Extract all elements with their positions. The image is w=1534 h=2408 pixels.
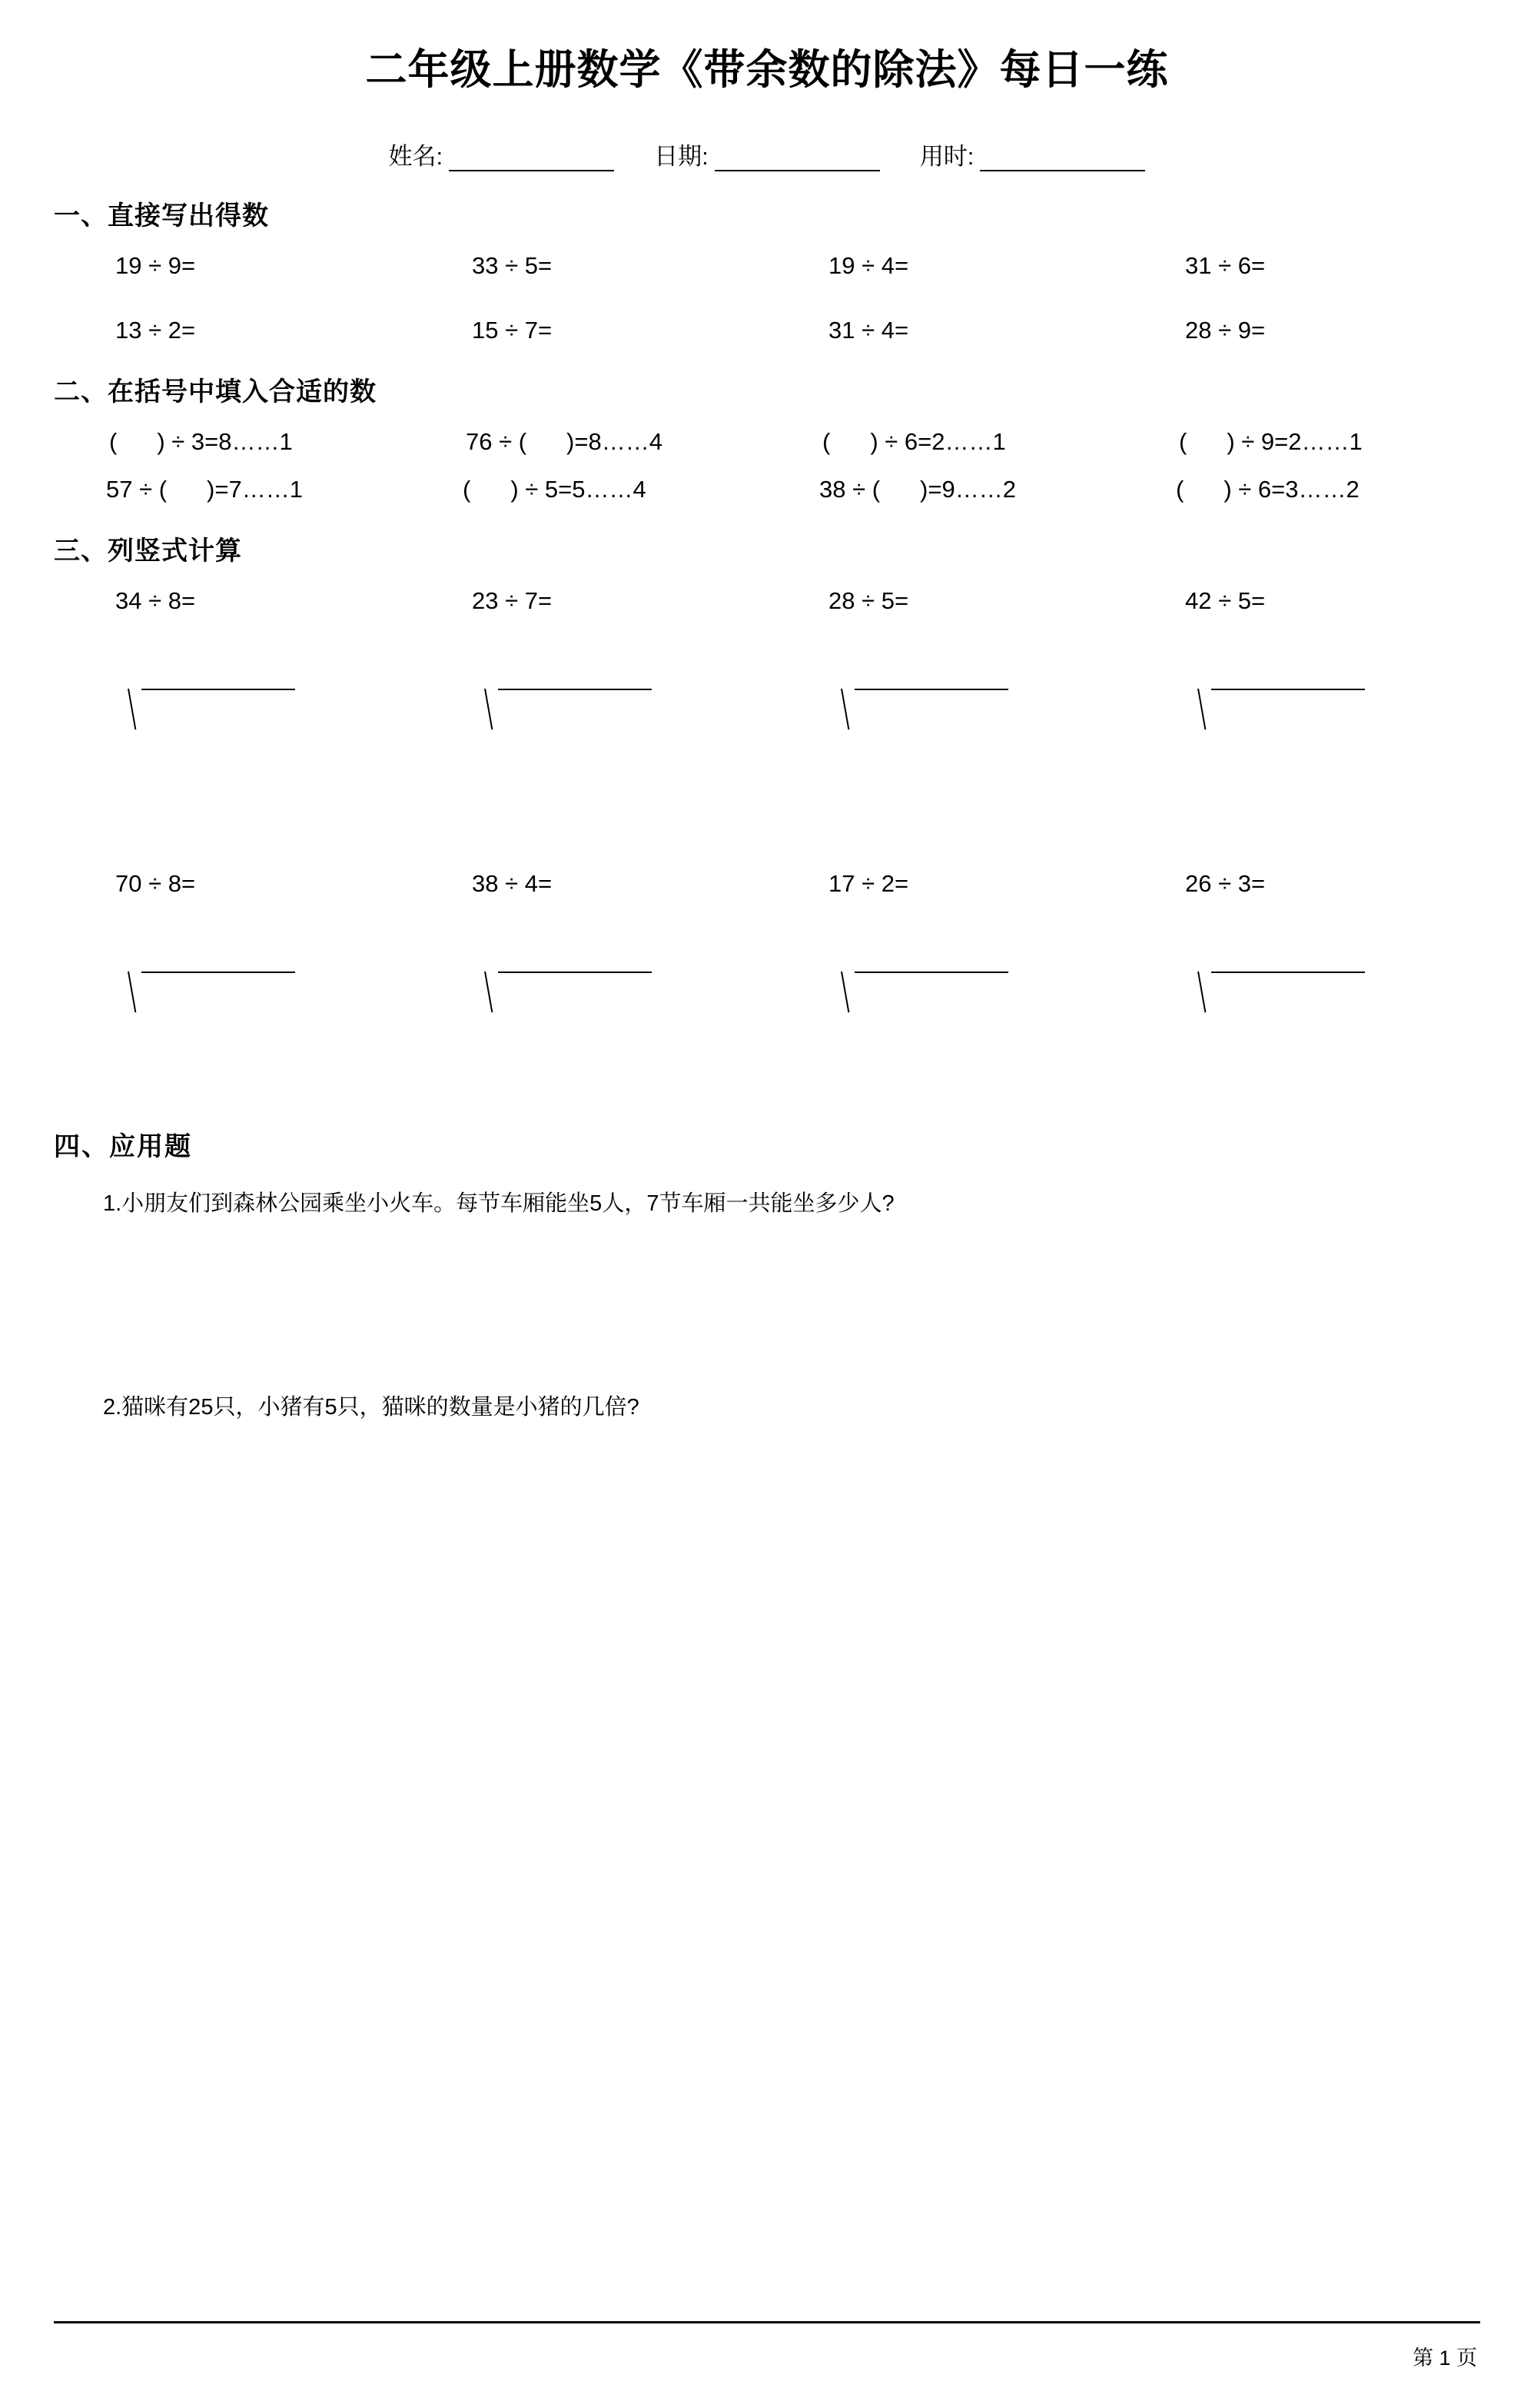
division-slash [128,688,136,729]
division-bracket-icon [841,689,994,735]
section-two-row-2 [54,476,1480,503]
long-division-marks-row-2 [54,972,1480,1018]
fill-blank-item[interactable] [1124,476,1480,503]
fill-blank-prefix: ( [822,427,831,455]
footer-divider [54,2321,1480,2323]
problem-item[interactable]: 17 ÷ 2= [828,869,909,897]
answer-space-2[interactable] [54,1425,1480,1571]
division-bar [1211,689,1365,690]
division-bar [141,972,295,973]
fill-blank-prefix: 76 ÷ ( [466,427,527,455]
long-division-cell[interactable] [54,689,410,735]
division-bar [498,972,652,973]
worksheet-page [0,45,1534,2408]
fill-blank-suffix: ) ÷ 5=5……4 [510,475,646,503]
work-space-1 [54,735,1480,850]
problem-item[interactable]: 28 ÷ 5= [828,586,909,614]
student-info-row [54,137,1480,171]
problem-item[interactable]: 23 ÷ 7= [472,586,553,614]
page-title: 二年级上册数学《带余数的除法》每日一练 [365,47,1169,93]
problem-item[interactable]: 31 ÷ 4= [828,316,909,344]
long-division-cell[interactable] [1124,972,1480,1018]
division-bracket-icon [1197,972,1351,1018]
time-label: 用时: [919,142,975,170]
problem-item[interactable]: 34 ÷ 8= [115,586,196,614]
division-bracket-icon [1197,689,1351,735]
fill-blank-suffix: ) ÷ 3=8……1 [157,427,293,455]
fill-blank-item[interactable] [767,476,1124,503]
date-label: 日期: [654,142,709,170]
date-input-blank[interactable] [715,147,880,171]
long-division-cell[interactable] [410,689,767,735]
fill-blank-suffix: )=7……1 [207,475,303,503]
division-slash [841,971,849,1012]
fill-blank-prefix: ( [1176,475,1184,503]
page-number: 第 1 页 [1412,2347,1477,2370]
fill-blank-suffix: ) ÷ 6=2……1 [870,427,1006,455]
section-three-heading: 三、列竖式计算 [54,536,242,566]
name-input-blank[interactable] [449,147,614,171]
problem-item[interactable]: 13 ÷ 2= [115,316,196,344]
problem-item[interactable]: 15 ÷ 7= [472,316,553,344]
problem-item[interactable]: 19 ÷ 9= [115,251,196,279]
fill-blank-prefix: ( [109,427,118,455]
fill-blank-prefix: 57 ÷ ( [106,475,168,503]
fill-blank-item[interactable] [410,428,767,456]
date-field-group [654,137,880,171]
long-division-marks-row-1 [54,689,1480,735]
problem-item[interactable]: 42 ÷ 5= [1185,586,1266,614]
long-division-cell[interactable] [1124,689,1480,735]
problem-item[interactable]: 33 ÷ 5= [472,251,553,279]
division-bracket-icon [841,972,994,1018]
problem-item[interactable]: 26 ÷ 3= [1185,869,1266,897]
time-input-blank[interactable] [980,147,1145,171]
name-field-group [389,137,615,171]
fill-blank-suffix: ) ÷ 6=3……2 [1224,475,1360,503]
division-slash [128,971,136,1012]
fill-blank-prefix: ( [463,475,471,503]
division-slash [1197,688,1206,729]
section-four-heading: 四、应用题 [54,1131,192,1161]
section-one-heading: 一、直接写出得数 [54,201,269,231]
division-bar [1211,972,1365,973]
section-one-row-1 [54,252,1480,280]
division-slash [484,971,493,1012]
fill-blank-prefix: 38 ÷ ( [819,475,881,503]
section-two-row-1 [54,428,1480,456]
division-bracket-icon [128,972,281,1018]
division-bar [141,689,295,690]
division-bracket-icon [128,689,281,735]
fill-blank-suffix: ) ÷ 9=2……1 [1227,427,1363,455]
division-slash [841,688,849,729]
fill-blank-item[interactable] [410,476,767,503]
fill-blank-prefix: ( [1179,427,1187,455]
fill-blank-item[interactable] [767,428,1124,456]
problem-item[interactable]: 19 ÷ 4= [828,251,909,279]
division-slash [1197,971,1206,1012]
fill-blank-item[interactable] [1124,428,1480,456]
section-three-row-2 [54,870,1480,898]
work-space-2 [54,1018,1480,1125]
problem-item[interactable]: 38 ÷ 4= [472,869,553,897]
fill-blank-item[interactable] [54,428,410,456]
answer-space-1[interactable] [54,1221,1480,1367]
word-problem-2[interactable]: 2.猫咪有25只，小猪有5只，猫咪的数量是小猪的几倍? [103,1395,639,1420]
problem-item[interactable]: 70 ÷ 8= [115,869,196,897]
fill-blank-suffix: )=8……4 [566,427,662,455]
section-two-heading: 二、在括号中填入合适的数 [54,377,377,407]
problem-item[interactable]: 28 ÷ 9= [1185,316,1266,344]
section-one-row-2 [54,317,1480,344]
long-division-cell[interactable] [767,689,1124,735]
division-slash [484,688,493,729]
division-bracket-icon [484,972,638,1018]
division-bar [855,689,1008,690]
division-bracket-icon [484,689,638,735]
time-field-group [920,137,1146,171]
long-division-cell[interactable] [54,972,410,1018]
division-bar [855,972,1008,973]
long-division-cell[interactable] [767,972,1124,1018]
division-bar [498,689,652,690]
name-label: 姓名: [388,142,443,170]
word-problem-1[interactable]: 1.小朋友们到森林公园乘坐小火车。每节车厢能坐5人，7节车厢一共能坐多少人? [103,1191,895,1216]
problem-item[interactable]: 31 ÷ 6= [1185,251,1266,279]
fill-blank-suffix: )=9……2 [920,475,1016,503]
section-three-row-1 [54,587,1480,615]
fill-blank-item[interactable] [54,476,410,503]
long-division-cell[interactable] [410,972,767,1018]
